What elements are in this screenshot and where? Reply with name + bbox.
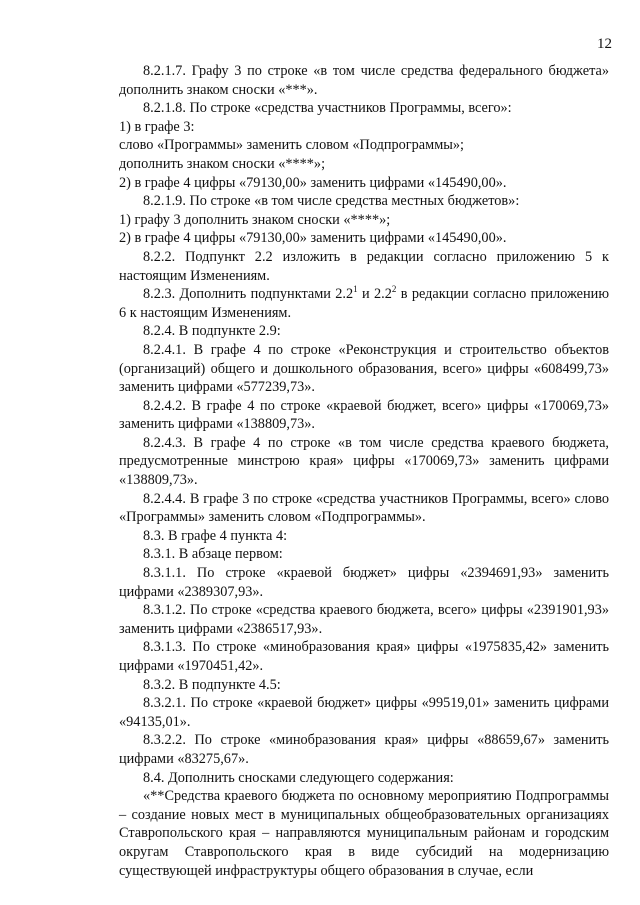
paragraph: 8.3.2.1. По строке «краевой бюджет» цифры «99519,01» заменить цифрами «94135,01». — [119, 695, 609, 730]
paragraph: 8.2.2. Подпункт 2.2 изложить в редакции согласно приложению 5 к настоящим Изменениям. — [119, 248, 609, 284]
paragraph: 8.2.4.4. В графе 3 по строке «средства участников Программы, всего» слово «Программы» заменить словом «Подпрограммы». — [119, 490, 609, 526]
paragraph: 8.3.1.2. По строке «средства краевого бюджета, всего» цифры «2391901,93» заменить цифрами «2386517,93». — [119, 602, 609, 637]
paragraph: 8.2.4. В подпункте 2.9: — [143, 323, 281, 340]
document-body — [119, 62, 609, 880]
paragraph: дополнить знаком сноски «****»; — [119, 155, 326, 172]
paragraph: 1) в графе 3: — [119, 118, 195, 135]
paragraph-823-mid: и 2.2 — [357, 286, 392, 303]
paragraph-823-lead: 8.2.3. Дополнить подпунктами 2.2 — [143, 286, 354, 303]
paragraph: 2) в графе 4 цифры «79130,00» заменить цифрами «145490,00». — [119, 174, 507, 191]
paragraph: 8.4. Дополнить сносками следующего содержания: — [143, 769, 454, 786]
superscript-2: 2 — [391, 284, 397, 295]
paragraph: 8.3. В графе 4 пункта 4: — [143, 527, 288, 544]
footnote-text: «**Средства краевого бюджета по основному мероприятию Подпрограммы – создание новых мест в муниципальных общеобразовательных организациях Ставропольского края – направляются муниципальным районам и городским округам Ставропольского края в виде субсидий на модернизацию существующей инфраструктуры общего образования в случае, если — [119, 788, 609, 879]
paragraph: 8.2.1.9. По строке «в том числе средства местных бюджетов»: — [143, 193, 520, 210]
paragraph: слово «Программы» заменить словом «Подпрограммы»; — [119, 137, 464, 154]
paragraph: 8.3.2.2. По строке «минобразования края» цифры «88659,67» заменить цифрами «83275,67». — [119, 732, 609, 767]
page-number: 12 — [597, 36, 612, 52]
paragraph: 2) в графе 4 цифры «79130,00» заменить цифрами «145490,00». — [119, 230, 507, 247]
paragraph: 8.3.1.3. По строке «минобразования края» цифры «1975835,42» заменить цифрами «1970451,42». — [119, 639, 609, 674]
paragraph: 8.2.4.1. В графе 4 по строке «Реконструкция и строительство объектов (организаций) общего и дошкольного образования, всего» цифры «608499,73» заменить цифрами «577239,73». — [119, 341, 609, 396]
paragraph: 8.3.1.1. По строке «краевой бюджет» цифры «2394691,93» заменить цифрами «2389307,93». — [119, 565, 609, 600]
paragraph: 8.2.4.3. В графе 4 по строке «в том числе средства краевого бюджета, предусмотренные минстрою края» цифры «170069,73» заменить цифрами «138809,73». — [119, 434, 609, 489]
paragraph: 8.2.1.7. Графу 3 по строке «в том числе средства федерального бюджета» дополнить знаком сноски «***». — [119, 63, 609, 98]
paragraph-823 — [119, 285, 609, 322]
paragraph: 1) графу 3 дополнить знаком сноски «****»; — [119, 211, 391, 228]
paragraph: 8.3.1. В абзаце первом: — [143, 546, 283, 563]
paragraph: 8.2.4.2. В графе 4 по строке «краевой бюджет, всего» цифры «170069,73» заменить цифрами «138809,73». — [119, 397, 609, 433]
paragraph: 8.3.2. В подпункте 4.5: — [143, 676, 281, 693]
paragraph: 8.2.1.8. По строке «средства участников Программы, всего»: — [143, 100, 512, 117]
superscript-1: 1 — [353, 284, 358, 295]
paragraph-823-tail: в редакции согласно приложению 6 к настоящим Изменениям. — [119, 286, 609, 321]
